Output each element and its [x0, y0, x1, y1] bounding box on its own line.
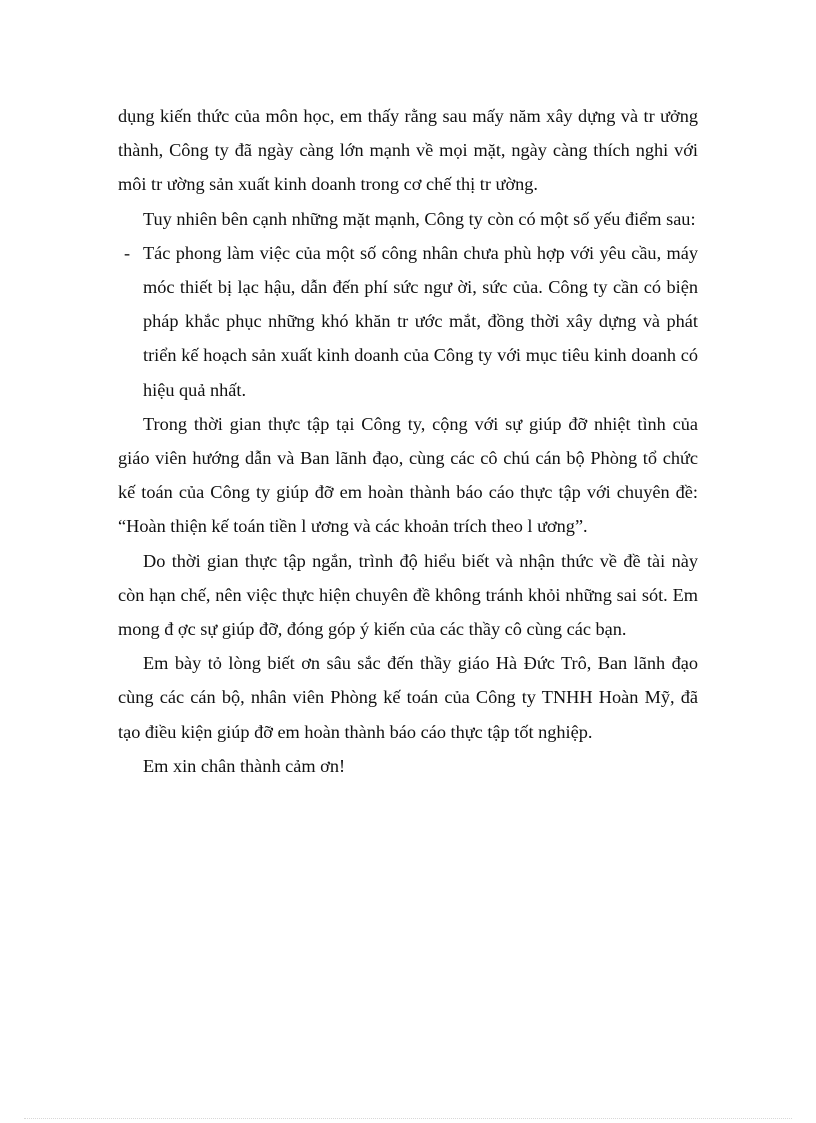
paragraph-closing: Em xin chân thành cảm ơn! [143, 755, 346, 776]
bullet-item [118, 236, 698, 407]
paragraph-limitations: Do thời gian thực tập ngắn, trình độ hiểu biết và nhận thức về đề tài này còn hạn chế, nên việc thực hiện chuyên đề không tránh khỏi những sai sót. Em mong đ ợc sự giúp đỡ, đóng góp ý kiến của các thầy cô cùng các bạn. [118, 550, 698, 640]
bullet-dash: - [124, 242, 131, 263]
paragraph-continuation: dụng kiến thức của môn học, em thấy rằng sau mấy năm xây dựng và tr ưởng thành, Công ty đã ngày càng lớn mạnh về mọi mặt, ngày càng thích nghi với môi tr ường sản xuất kinh doanh trong cơ chế thị tr ường. [118, 106, 698, 195]
page-bottom-divider [24, 1118, 792, 1119]
document-body [118, 99, 698, 783]
paragraph-internship-topic: Trong thời gian thực tập tại Công ty, cộng với sự giúp đỡ nhiệt tình của giáo viên hướng dẫn và Ban lãnh đạo, cùng các cô chú cán bộ Phòng tổ chức kế toán của Công ty giúp đỡ em hoàn thành báo cáo thực tập với chuyên đề: “Hoàn thiện kế toán tiền l ương và các khoản trích theo l ương”. [118, 413, 698, 537]
bullet-text: Tác phong làm việc của một số công nhân chưa phù hợp với yêu cầu, máy móc thiết bị lạc hậu, dẫn đến phí sức ngư ời, sức của. Công ty cần có biện pháp khắc phục những khó khăn tr ước mắt, đồng thời xây dựng và phát triển kế hoạch sản xuất kinh doanh của Công ty với mục tiêu kinh doanh có hiệu quả nhất. [143, 242, 698, 400]
paragraph-weaknesses-intro: Tuy nhiên bên cạnh những mặt mạnh, Công ty còn có một số yếu điểm sau: [143, 208, 696, 229]
paragraph-gratitude: Em bày tỏ lòng biết ơn sâu sắc đến thầy giáo Hà Đức Trô, Ban lãnh đạo cùng các cán bộ, nhân viên Phòng kế toán của Công ty TNHH Hoàn Mỹ, đã tạo điều kiện giúp đỡ em hoàn thành báo cáo thực tập tốt nghiệp. [118, 653, 698, 742]
